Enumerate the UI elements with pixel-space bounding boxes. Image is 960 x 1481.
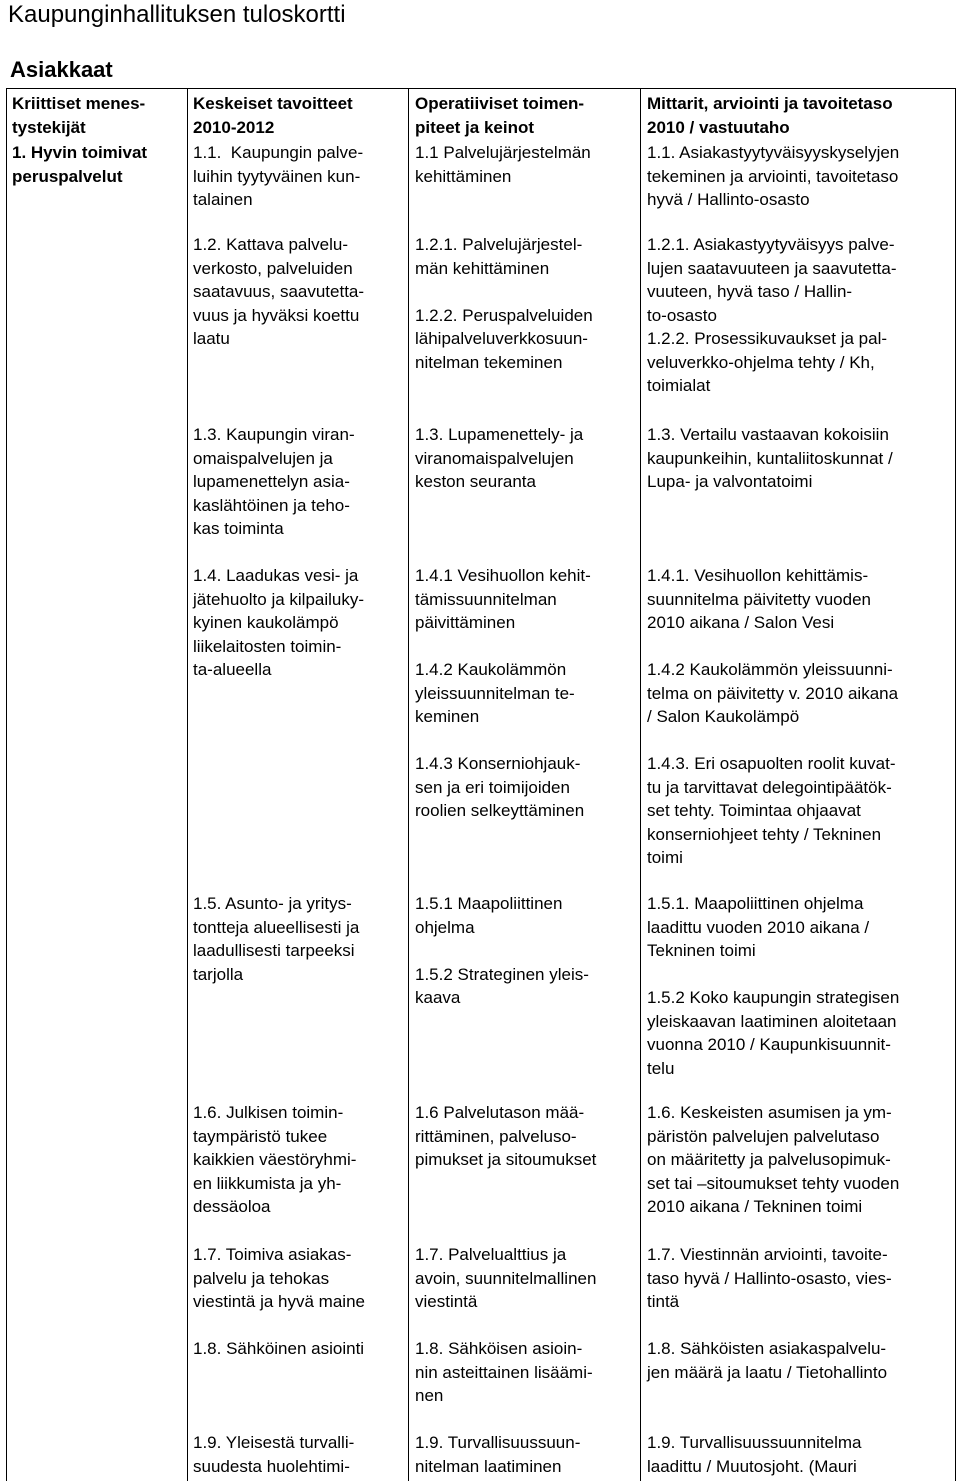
header-success-factors: Kriittiset menes- tystekijät <box>12 94 146 137</box>
section-title: Asiakkaat <box>10 57 113 82</box>
metric-1-2: 1.2.1. Asiakastyytyväisyys palve- lujen saatavuuteen ja saavutetta- vuuteen, hyvä taso / Hallin- to-osasto 1.2.2. Prosessikuvaukset ja pal- veluverkko-ohjelma tehty / Kh, toimialat <box>647 235 897 395</box>
metric-1-1: 1.1. Asiakastyytyväisyyskyselyjen tekeminen ja arviointi, tavoitetaso hyvä / Hallinto-osasto <box>647 143 900 209</box>
action-1-8: 1.8. Sähköisen asioin- nin asteittainen lisäämi- nen <box>415 1339 593 1405</box>
column-divider <box>640 88 641 1481</box>
metric-1-7: 1.7. Viestinnän arviointi, tavoite- taso hyvä / Hallinto-osasto, vies- tintä <box>647 1245 892 1311</box>
metric-1-5: 1.5.1. Maapoliittinen ohjelma laadittu vuoden 2010 aikana / Tekninen toimi 1.5.2 Koko kaupungin strategisen yleiskaavan laatiminen aloitetaan vuonna 2010 / Kaupunkisuunnit- telu <box>647 894 900 1078</box>
action-1-5: 1.5.1 Maapoliittinen ohjelma 1.5.2 Strateginen yleis- kaava <box>415 894 589 1007</box>
header-key-goals: Keskeiset tavoitteet 2010-2012 <box>193 94 353 137</box>
goal-1-9: 1.9. Yleisestä turvalli- suudesta huolehtimi- <box>193 1433 355 1476</box>
document-title: Kaupunginhallituksen tuloskortti <box>8 1 346 28</box>
goal-1-5: 1.5. Asunto- ja yritys- tontteja alueellisesti ja laadullisesti tarpeeksi tarjolla <box>193 894 360 984</box>
goal-1-6: 1.6. Julkisen toimin- taympäristö tukee kaikkien väestöryhmi- en liikkumista ja yh- dessäoloa <box>193 1103 357 1216</box>
action-1-1: 1.1 Palvelujärjestelmän kehittäminen <box>415 143 591 186</box>
metric-1-3: 1.3. Vertailu vastaavan kokoisiin kaupunkeihin, kuntaliitoskunnat / Lupa- ja valvontatoimi <box>647 425 893 491</box>
action-1-2: 1.2.1. Palvelujärjestel- män kehittäminen 1.2.2. Peruspalveluiden lähipalveluverkkosuun- nitelman tekeminen <box>415 235 593 372</box>
action-1-6: 1.6 Palvelutason mää- rittäminen, palveluso- pimukset ja sitoumukset <box>415 1103 597 1169</box>
metric-1-8: 1.8. Sähköisten asiakaspalvelu- jen määrä ja laatu / Tietohallinto <box>647 1339 888 1382</box>
goal-1-3: 1.3. Kaupungin viran- omaispalvelujen ja lupamenettelyn asia- kaslähtöinen ja teho- kas toiminta <box>193 425 355 538</box>
goal-1-4: 1.4. Laadukas vesi- ja jätehuolto ja kilpailuky- kyinen kaukolämpö liikelaitosten toimin- ta-alueella <box>193 566 365 679</box>
action-1-9: 1.9. Turvallisuussuun- nitelman laatiminen <box>415 1433 581 1476</box>
header-operational-actions: Operatiiviset toimen- piteet ja keinot <box>415 94 585 137</box>
column-divider <box>187 88 188 1481</box>
metric-1-9: 1.9. Turvallisuussuunnitelma laadittu / Muutosjoht. (Mauri <box>647 1433 862 1476</box>
goal-1-7: 1.7. Toimiva asiakas- palvelu ja tehokas viestintä ja hyvä maine <box>193 1245 365 1311</box>
action-1-7: 1.7. Palvelualttius ja avoin, suunnitelmallinen viestintä <box>415 1245 597 1311</box>
header-metrics: Mittarit, arviointi ja tavoitetaso 2010 / vastuutaho <box>647 94 893 137</box>
success-factor-1: 1. Hyvin toimivat peruspalvelut <box>12 143 148 186</box>
goal-1-1: 1.1. Kaupungin palve- luihin tyytyväinen kun- talainen <box>193 143 364 209</box>
metric-1-6: 1.6. Keskeisten asumisen ja ym- päristön palvelujen palvelutaso on määritetty ja palvelusopimuk- set tai –sitoumukset tehty vuoden 2010 aikana / Tekninen toimi <box>647 1103 900 1216</box>
goal-1-2: 1.2. Kattava palvelu- verkosto, palveluiden saatavuus, saavutetta- vuus ja hyväksi koettu laatu <box>193 235 365 348</box>
action-1-4: 1.4.1 Vesihuollon kehit- tämissuunnitelman päivittäminen 1.4.2 Kaukolämmön yleissuunnitelman te- keminen 1.4.3 Konserniohjauk- sen ja eri toimijoiden roolien selkeyttäminen <box>415 566 591 820</box>
action-1-3: 1.3. Lupamenettely- ja viranomaispalvelujen keston seuranta <box>415 425 584 491</box>
goal-1-8: 1.8. Sähköinen asiointi <box>193 1339 365 1358</box>
column-divider <box>408 88 409 1481</box>
metric-1-4: 1.4.1. Vesihuollon kehittämis- suunnitelma päivitetty vuoden 2010 aikana / Salon Vesi 1.4.2 Kaukolämmön yleissuunni- telma on päivitetty v. 2010 aikana / Salon Kaukolämpö 1.4.3. Eri osapuolten roolit kuvat- tu ja tarvittavat delegointipäätök- set tehty. Toimintaa ohjaavat konserniohjeet tehty / Tekninen toimi <box>647 566 899 867</box>
